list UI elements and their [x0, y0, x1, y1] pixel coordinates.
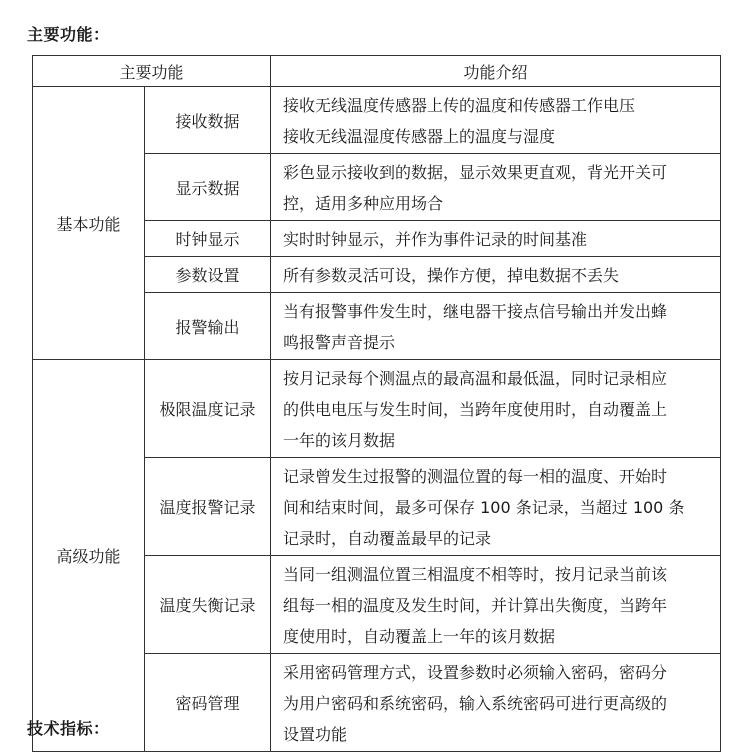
description-line: 设置功能 [283, 725, 348, 744]
description-line: 的供电电压与发生时间，当跨年度使用时，自动覆盖上 [283, 400, 668, 419]
description-line: 当有报警事件发生时，继电器干接点信号输出并发出蜂 [283, 302, 668, 321]
group-name-cell: 基本功能 [33, 87, 145, 360]
feature-name-cell: 时钟显示 [145, 221, 271, 257]
description-line: 接收无线温度传感器上传的温度和传感器工作电压 [283, 96, 636, 115]
description-line: 当同一组测温位置三相温度不相等时，按月记录当前该 [283, 565, 668, 584]
description-line: 记录时，自动覆盖最早的记录 [283, 529, 492, 548]
description-line: 实时时钟显示，并作为事件记录的时间基准 [283, 230, 588, 249]
feature-name-cell: 接收数据 [145, 87, 271, 154]
table-header-row [33, 56, 721, 87]
description-line: 彩色显示接收到的数据，显示效果更直观，背光开关可 [283, 163, 668, 182]
feature-name-cell: 报警输出 [145, 293, 271, 360]
description-line: 所有参数灵活可设，操作方便，掉电数据不丢失 [283, 266, 620, 285]
description-line: 采用密码管理方式，设置参数时必须输入密码，密码分 [283, 663, 668, 682]
feature-name-cell: 参数设置 [145, 257, 271, 293]
feature-description-cell [271, 293, 721, 360]
description-line: 间和结束时间，最多可保存 100 条记录，当超过 100 条 [283, 498, 685, 517]
feature-description-cell [271, 458, 721, 556]
feature-description-cell [271, 360, 721, 458]
feature-name-cell: 温度报警记录 [145, 458, 271, 556]
feature-description-cell [271, 257, 721, 293]
description-line: 接收无线温湿度传感器上的温度与湿度 [283, 127, 556, 146]
table-row [33, 87, 721, 154]
feature-name-cell: 显示数据 [145, 154, 271, 221]
feature-description-cell [271, 87, 721, 154]
group-name-cell: 高级功能 [33, 360, 145, 752]
table-row [33, 360, 721, 458]
section-heading-tech-specs: 技术指标： [27, 719, 110, 738]
section-heading-main-functions: 主要功能： [27, 25, 110, 44]
description-line: 控，适用多种应用场合 [283, 194, 444, 213]
description-line: 组每一相的温度及发生时间，并计算出失衡度，当跨年 [283, 596, 668, 615]
function-table [32, 55, 721, 752]
header-intro: 功能介绍 [271, 56, 721, 87]
description-line: 鸣报警声音提示 [283, 333, 396, 352]
description-line: 度使用时，自动覆盖上一年的该月数据 [283, 627, 556, 646]
description-line: 记录曾发生过报警的测温位置的每一相的温度、开始时 [283, 467, 668, 486]
header-function: 主要功能 [33, 56, 271, 87]
description-line: 按月记录每个测温点的最高温和最低温，同时记录相应 [283, 369, 668, 388]
feature-description-cell [271, 221, 721, 257]
feature-name-cell: 极限温度记录 [145, 360, 271, 458]
feature-description-cell [271, 556, 721, 654]
description-line: 一年的该月数据 [283, 431, 396, 450]
description-line: 为用户密码和系统密码，输入系统密码可进行更高级的 [283, 694, 668, 713]
feature-name-cell: 密码管理 [145, 654, 271, 752]
feature-name-cell: 温度失衡记录 [145, 556, 271, 654]
feature-description-cell [271, 654, 721, 752]
feature-description-cell [271, 154, 721, 221]
